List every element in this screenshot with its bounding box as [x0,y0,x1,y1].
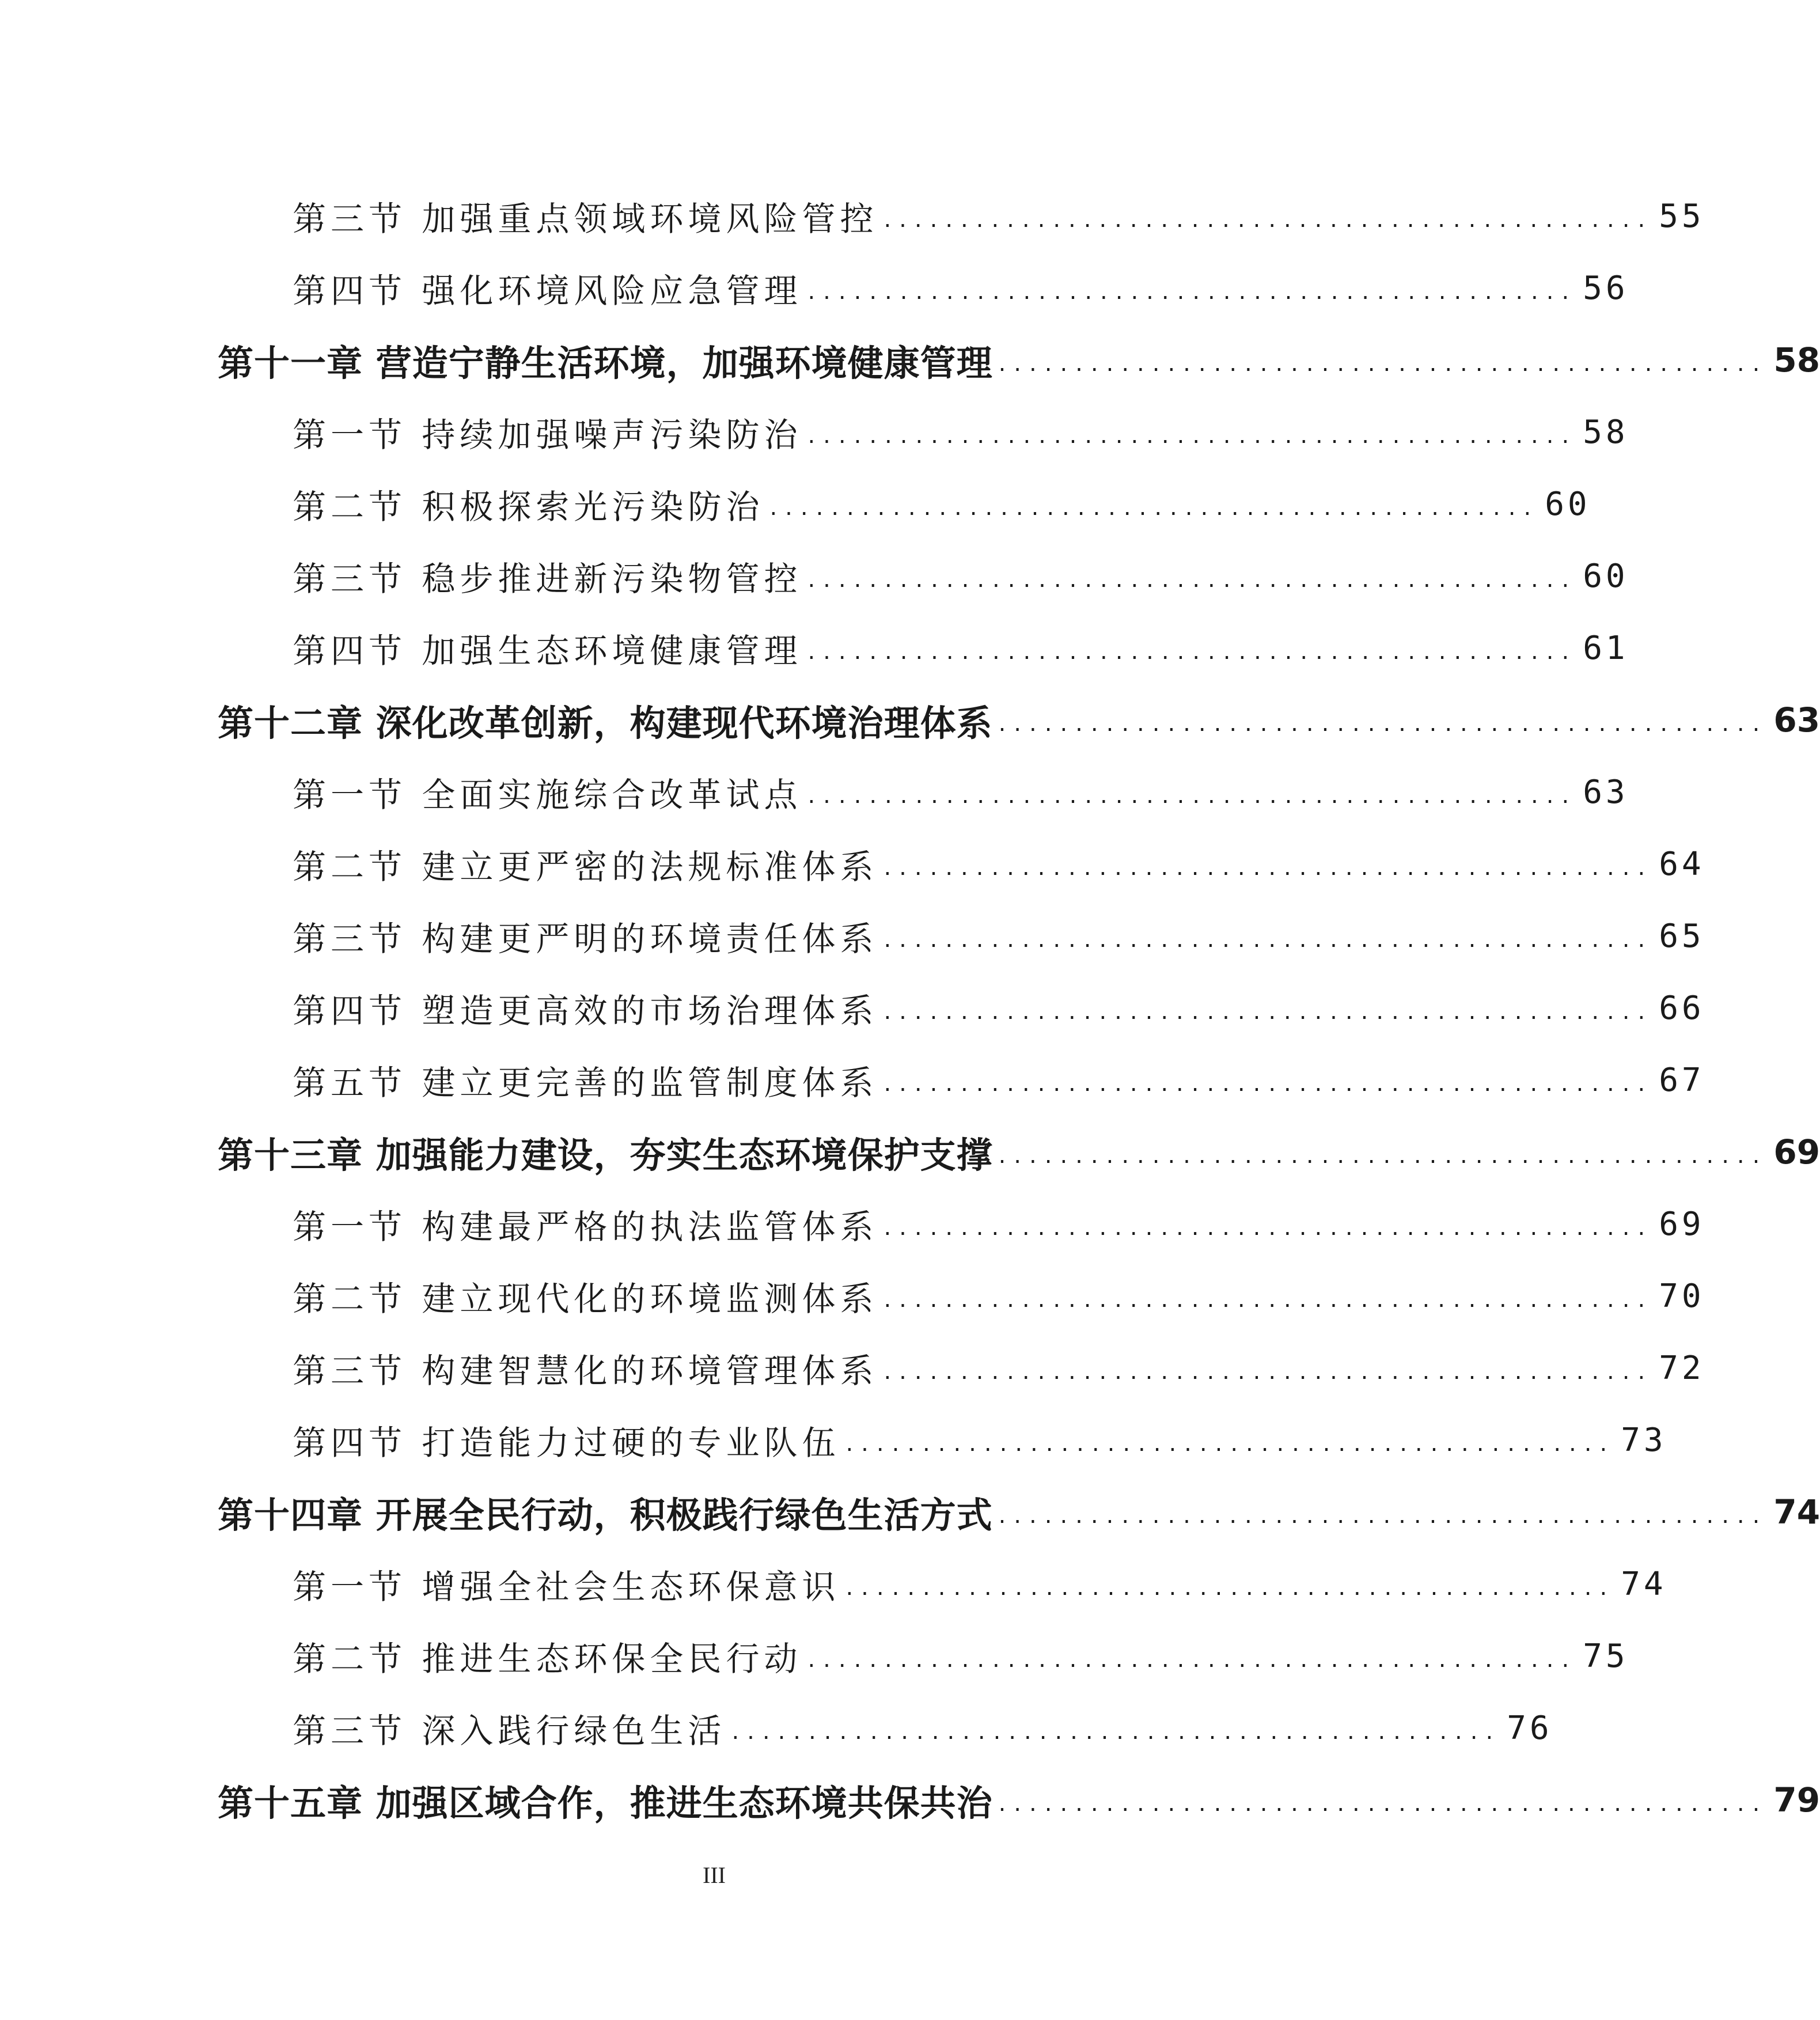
toc-entry-page: 75 [1583,1637,1629,1675]
toc-entry[interactable] [0,472,1591,536]
toc-entry-page: 63 [1583,773,1629,811]
toc-leader-dots: .................................................. [998,710,1768,737]
toc-entry-page: 58 [1773,340,1820,380]
toc-entry-title: 第二节 积极探索光污染防治 [293,487,764,526]
toc-entry[interactable] [0,184,1705,248]
page-number: III [703,1862,726,1888]
toc-entry-title: 第一节 构建最严格的执法监管体系 [293,1207,878,1246]
toc-leader-dots: .................................................. [807,782,1578,809]
toc-entry[interactable] [0,1408,1667,1472]
toc-entry-page: 67 [1659,1061,1705,1099]
toc-entry-title: 第一节 增强全社会生态环保意识 [293,1567,840,1606]
toc-leader-dots: .................................................. [884,1070,1654,1097]
toc-entry-title: 第一节 全面实施综合改革试点 [293,775,802,814]
toc-entry-title: 第十一章 营造宁静生活环境，加强环境健康管理 [218,342,993,384]
toc-leader-dots: .................................................. [884,854,1654,881]
toc-entry-page: 74 [1621,1565,1667,1603]
toc-entry-page: 69 [1659,1205,1705,1243]
toc-entry[interactable] [0,616,1629,680]
toc-leader-dots: .................................................. [769,494,1540,521]
toc-entry-page: 73 [1621,1421,1667,1459]
toc-leader-dots: .................................................. [998,1790,1768,1817]
toc-entry-title: 第四节 强化环境风险应急管理 [293,271,802,310]
toc-leader-dots: .................................................. [884,206,1654,233]
toc-entry[interactable] [0,1048,1705,1112]
toc-leader-dots: .................................................. [998,350,1768,377]
toc-entry-title: 第三节 构建更严明的环境责任体系 [293,919,878,958]
toc-entry-page: 55 [1659,197,1705,235]
toc-entry-title: 第二节 建立现代化的环境监测体系 [293,1279,878,1318]
toc-entry-page: 69 [1773,1132,1820,1172]
toc-leader-dots: .................................................. [807,278,1578,305]
toc-entry-page: 72 [1659,1349,1705,1387]
toc-entry-title: 第十五章 加强区域合作，推进生态环境共保共治 [218,1782,993,1824]
toc-entry-title: 第十三章 加强能力建设，夯实生态环境保护支撑 [218,1134,993,1176]
toc-entry-title: 第三节 构建智慧化的环境管理体系 [293,1351,878,1390]
toc-leader-dots: .................................................. [884,1214,1654,1241]
toc-leader-dots: .................................................. [884,998,1654,1025]
toc-entry[interactable] [0,1264,1705,1328]
toc-entry-title: 第三节 加强重点领域环境风险管控 [293,199,878,238]
toc-entry[interactable] [0,256,1629,320]
toc-chapter-entry[interactable] [0,328,1820,392]
toc-entry-title: 第三节 深入践行绿色生活 [293,1711,726,1750]
toc-leader-dots: .................................................. [807,422,1578,449]
toc-entry-page: 58 [1583,413,1629,451]
toc-leader-dots: .................................................. [998,1502,1768,1529]
toc-entry-page: 60 [1583,557,1629,595]
toc-chapter-entry[interactable] [0,688,1820,752]
toc-leader-dots: .................................................. [807,566,1578,593]
toc-leader-dots: .................................................. [998,1142,1768,1169]
toc-entry[interactable] [0,1696,1553,1760]
toc-entry[interactable] [0,1192,1705,1256]
toc-entry-title: 第四节 加强生态环境健康管理 [293,631,802,670]
toc-entry-title: 第三节 稳步推进新污染物管控 [293,559,802,598]
toc-leader-dots: .................................................. [884,1286,1654,1313]
toc-leader-dots: .................................................. [807,1646,1578,1673]
toc-entry-title: 第一节 持续加强噪声污染防治 [293,415,802,454]
toc-chapter-entry[interactable] [0,1480,1820,1544]
toc-leader-dots: .................................................. [731,1718,1502,1745]
toc-entry[interactable] [0,1552,1667,1616]
toc-leader-dots: .................................................. [807,638,1578,665]
toc-leader-dots: .................................................. [845,1574,1616,1601]
toc-entry[interactable] [0,1624,1629,1688]
toc-entry[interactable] [0,1336,1705,1400]
toc-entry[interactable] [0,544,1629,608]
toc-entry[interactable] [0,400,1629,464]
toc-entry[interactable] [0,832,1705,896]
toc-entry-page: 79 [1773,1780,1820,1820]
toc-entry-page: 65 [1659,917,1705,955]
toc-leader-dots: .................................................. [845,1430,1616,1457]
toc-leader-dots: .................................................. [884,1358,1654,1385]
toc-entry-title: 第二节 推进生态环保全民行动 [293,1639,802,1678]
toc-chapter-entry[interactable] [0,1768,1820,1832]
toc-entry-page: 63 [1773,700,1820,740]
toc-entry-title: 第二节 建立更严密的法规标准体系 [293,847,878,886]
toc-entry[interactable] [0,976,1705,1040]
toc-entry[interactable] [0,904,1705,968]
toc-entry[interactable] [0,760,1629,824]
toc-entry-page: 76 [1507,1709,1553,1747]
toc-entry-page: 74 [1773,1492,1820,1532]
toc-entry-page: 64 [1659,845,1705,883]
toc-entry-title: 第十四章 开展全民行动，积极践行绿色生活方式 [218,1494,993,1536]
toc-entry-page: 70 [1659,1277,1705,1315]
toc-entry-page: 61 [1583,629,1629,667]
toc-entry-title: 第四节 塑造更高效的市场治理体系 [293,991,878,1030]
toc-entry-page: 66 [1659,989,1705,1027]
toc-entry-page: 56 [1583,269,1629,307]
toc-chapter-entry[interactable] [0,1120,1820,1184]
toc-entry-title: 第十二章 深化改革创新，构建现代环境治理体系 [218,702,993,744]
toc-entry-title: 第四节 打造能力过硬的专业队伍 [293,1423,840,1462]
toc-entry-page: 60 [1545,485,1591,523]
toc-entry-title: 第五节 建立更完善的监管制度体系 [293,1063,878,1102]
toc-leader-dots: .................................................. [884,926,1654,953]
